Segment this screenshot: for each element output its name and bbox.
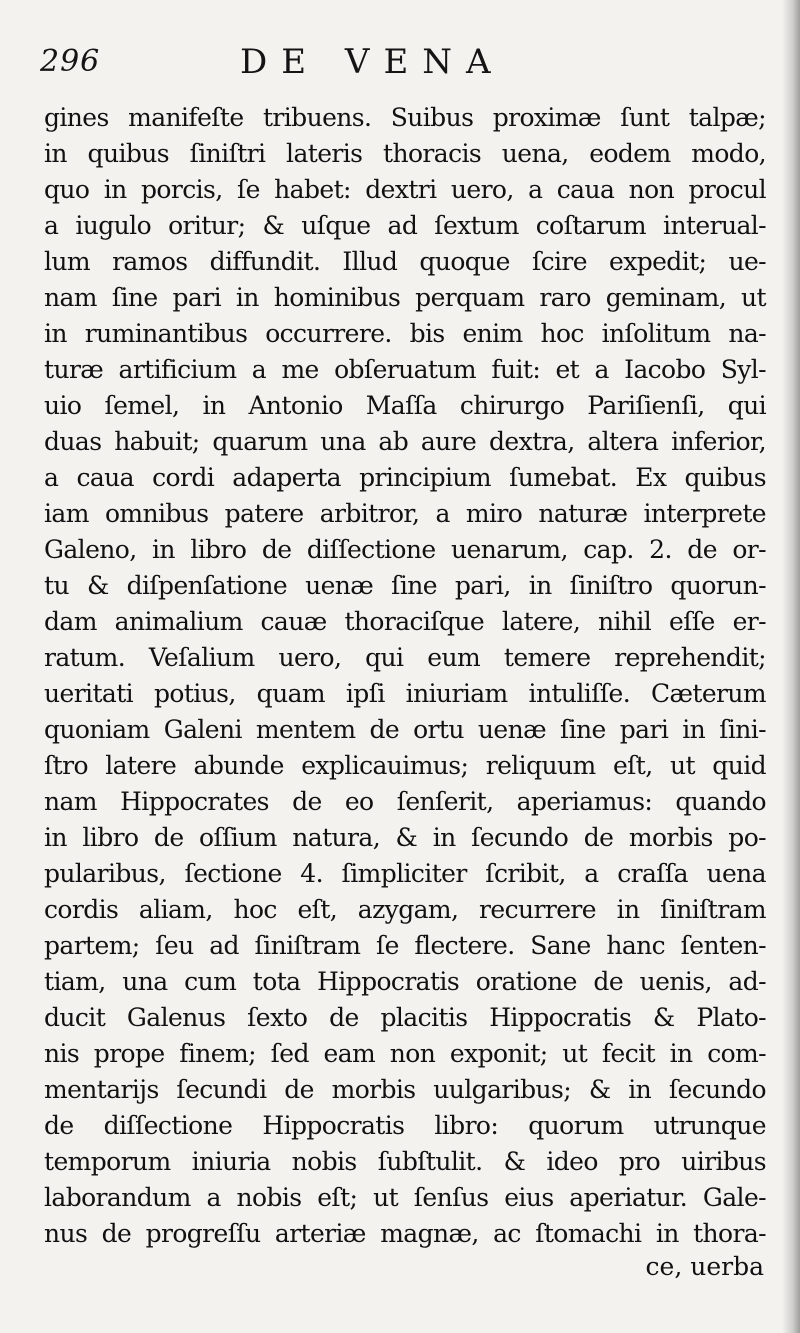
text-line: partem; ſeu ad ſiniſtram ſe flectere. Sane hanc ſenten- — [44, 931, 766, 960]
text-line: duas habuit; quarum una ab aure dextra, altera inferior, — [44, 427, 766, 456]
text-line: dam animalium cauæ thoraciſque latere, nihil eſſe er- — [44, 607, 766, 636]
text-line: gines manifeſte tribuens. Suibus proximæ ſunt talpæ; — [44, 103, 766, 132]
page-header — [40, 40, 780, 90]
body-text — [44, 100, 766, 1252]
text-line: in libro de oſſium natura, & in ſecundo de morbis po- — [44, 823, 766, 852]
text-line: tu & diſpenſatione uenæ ſine pari, in ſiniſtro quorun- — [44, 571, 766, 600]
text-line: ueritati potius, quam ipſi iniuriam intuliſſe. Cæterum — [44, 679, 766, 708]
text-line: Galeno, in libro de diſſectione uenarum, cap. 2. de or- — [44, 535, 766, 564]
text-line: nus de progreſſu arteriæ magnæ, ac ſtomachi in thora- — [44, 1219, 766, 1248]
text-line: ratum. Veſalium uero, qui eum temere reprehendit; — [44, 643, 766, 672]
text-line: pularibus, ſectione 4. ſimpliciter ſcribit, a craſſa uena — [44, 859, 766, 888]
page-footer — [40, 1252, 764, 1292]
text-line: nam Hippocrates de eo ſenſerit, aperiamus: quando — [44, 787, 766, 816]
text-line: temporum iniuria nobis ſubſtulit. & ideo pro uiribus — [44, 1147, 766, 1176]
text-line: a iugulo oritur; & uſque ad ſextum coſtarum interual- — [44, 211, 766, 240]
running-title: DE VENA — [240, 42, 505, 82]
text-line: iam omnibus patere arbitror, a miro naturæ interprete — [44, 499, 766, 528]
page-number: 296 — [40, 44, 101, 79]
text-line: mentarijs ſecundi de morbis uulgaribus; & in ſecundo — [44, 1075, 766, 1104]
text-line: a caua cordi adaperta principium ſumebat. Ex quibus — [44, 463, 766, 492]
page-edge-shadow — [782, 0, 800, 1333]
text-line: uio ſemel, in Antonio Maſſa chirurgo Pariſienſi, qui — [44, 391, 766, 420]
text-line: nam ſine pari in hominibus perquam raro geminam, ut — [44, 283, 766, 312]
text-line: de diſſectione Hippocratis libro: quorum utrunque — [44, 1111, 766, 1140]
text-line: ſtro latere abunde explicauimus; reliquum eſt, ut quid — [44, 751, 766, 780]
text-line: nis prope finem; ſed eam non exponit; ut fecit in com- — [44, 1039, 766, 1068]
text-line: in ruminantibus occurrere. bis enim hoc inſolitum na- — [44, 319, 766, 348]
text-line: quoniam Galeni mentem de ortu uenæ ſine pari in ſini- — [44, 715, 766, 744]
text-line: in quibus ſiniſtri lateris thoracis uena, eodem modo, — [44, 139, 766, 168]
text-line: ducit Galenus ſexto de placitis Hippocratis & Plato- — [44, 1003, 766, 1032]
text-line: cordis aliam, hoc eſt, azygam, recurrere in ſiniſtram — [44, 895, 766, 924]
text-line: lum ramos diffundit. Illud quoque ſcire expedit; ue- — [44, 247, 766, 276]
text-line: quo in porcis, ſe habet: dextri uero, a caua non procul — [44, 175, 766, 204]
text-line: turæ artificium a me obſeruatum fuit: et a Iacobo Syl- — [44, 355, 766, 384]
text-line: laborandum a nobis eſt; ut ſenſus eius aperiatur. Gale- — [44, 1183, 766, 1212]
catchword: ce, uerba — [645, 1252, 764, 1281]
text-line: tiam, una cum tota Hippocratis oratione de uenis, ad- — [44, 967, 766, 996]
